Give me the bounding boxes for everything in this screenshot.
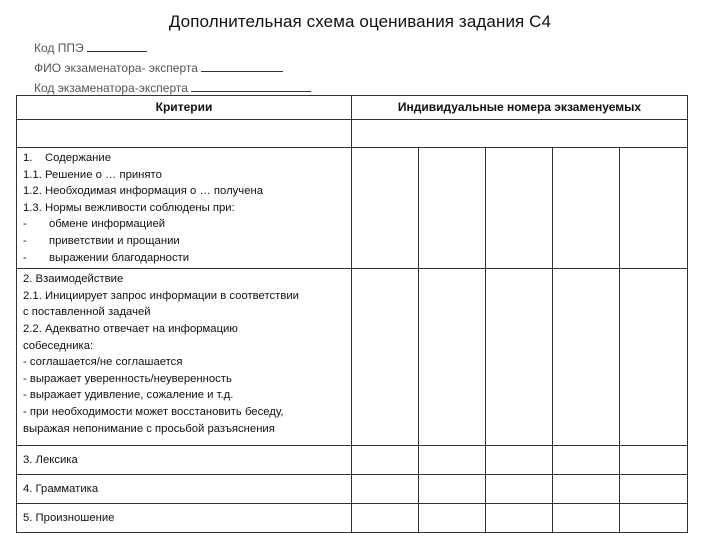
section1-title: Содержание — [44, 152, 112, 164]
code-ppe-label: Код ППЭ — [34, 41, 84, 55]
score-cell[interactable] — [486, 269, 553, 446]
code-ppe-input-line[interactable] — [87, 40, 147, 52]
examiner-name-field — [34, 60, 283, 75]
table-row — [17, 475, 688, 504]
score-cell[interactable] — [419, 446, 486, 475]
section1-num: 1. — [23, 152, 33, 164]
score-cell[interactable] — [352, 269, 419, 446]
bullet-mark: - — [23, 251, 27, 264]
score-cell[interactable] — [352, 475, 419, 504]
criterion-lexis: 3. Лексика — [17, 446, 352, 475]
score-cell[interactable] — [620, 269, 688, 446]
examiner-name-input-line[interactable] — [201, 60, 283, 72]
score-cell[interactable] — [620, 475, 688, 504]
numbers-header: Индивидуальные номера экзаменуемых — [352, 96, 688, 120]
table-row — [17, 269, 688, 446]
assessment-table — [16, 95, 688, 533]
score-cell[interactable] — [553, 446, 620, 475]
score-cell[interactable] — [486, 446, 553, 475]
numbers-entry-cell[interactable] — [352, 120, 688, 148]
criteria-header: Критерии — [17, 96, 352, 120]
criterion-line: - соглашается/не соглашается — [23, 356, 183, 369]
criterion-content — [17, 148, 352, 269]
criterion-bullet: выражении благодарности — [49, 251, 190, 264]
empty-cell — [17, 120, 352, 148]
criterion-line: 2.2. Адекватно отвечает на информацию — [23, 322, 238, 335]
bullet-mark: - — [23, 218, 27, 231]
score-cell[interactable] — [486, 148, 553, 269]
score-cell[interactable] — [553, 148, 620, 269]
bullet-mark: - — [23, 234, 27, 247]
criterion-line: - выражает удивление, сожаление и т.д. — [23, 389, 234, 402]
page-title: Дополнительная схема оценивания задания С4 — [168, 12, 552, 31]
score-cell[interactable] — [620, 446, 688, 475]
criterion-line: 1.1. Решение о … принято — [23, 168, 162, 181]
criterion-bullet: обмене информацией — [49, 218, 166, 231]
score-cell[interactable] — [419, 504, 486, 533]
score-cell[interactable] — [553, 504, 620, 533]
examiner-name-label: ФИО экзаменатора- эксперта — [34, 61, 198, 75]
criterion-interaction — [17, 269, 352, 446]
score-cell[interactable] — [553, 269, 620, 446]
table-row — [17, 148, 688, 269]
table-header-row — [17, 96, 688, 120]
score-cell[interactable] — [419, 148, 486, 269]
criterion-line: 2. Взаимодействие — [23, 273, 124, 286]
criterion-line: собеседника: — [23, 339, 94, 352]
code-ppe-field — [34, 40, 147, 55]
examiner-code-input-line[interactable] — [191, 80, 311, 92]
score-cell[interactable] — [486, 504, 553, 533]
criterion-line: 2.1. Инициирует запрос информации в соответствии — [23, 289, 299, 302]
score-cell[interactable] — [352, 446, 419, 475]
criterion-line: с поставленной задачей — [23, 306, 151, 319]
table-row — [17, 504, 688, 533]
score-cell[interactable] — [620, 148, 688, 269]
score-cell[interactable] — [553, 475, 620, 504]
score-cell[interactable] — [486, 475, 553, 504]
criterion-pronunciation: 5. Произношение — [17, 504, 352, 533]
score-cell[interactable] — [352, 504, 419, 533]
table-row — [17, 446, 688, 475]
criterion-line: 1.3. Нормы вежливости соблюдены при: — [23, 201, 235, 214]
criterion-line: - при необходимости может восстановить беседу, — [23, 405, 284, 418]
examiner-code-label: Код экзаменатора-эксперта — [34, 81, 188, 95]
criterion-line: - выражает уверенность/неуверенность — [23, 372, 232, 385]
score-cell[interactable] — [419, 475, 486, 504]
numbers-entry-row — [17, 120, 688, 148]
criterion-line: 1.2. Необходимая информация о … получена — [23, 185, 263, 198]
score-cell[interactable] — [620, 504, 688, 533]
examiner-code-field — [34, 80, 311, 95]
criterion-bullet: приветствии и прощании — [49, 234, 180, 247]
score-cell[interactable] — [419, 269, 486, 446]
score-cell[interactable] — [352, 148, 419, 269]
criterion-grammar: 4. Грамматика — [17, 475, 352, 504]
criterion-line: выражая непонимание с просьбой разъяснения — [23, 422, 275, 435]
